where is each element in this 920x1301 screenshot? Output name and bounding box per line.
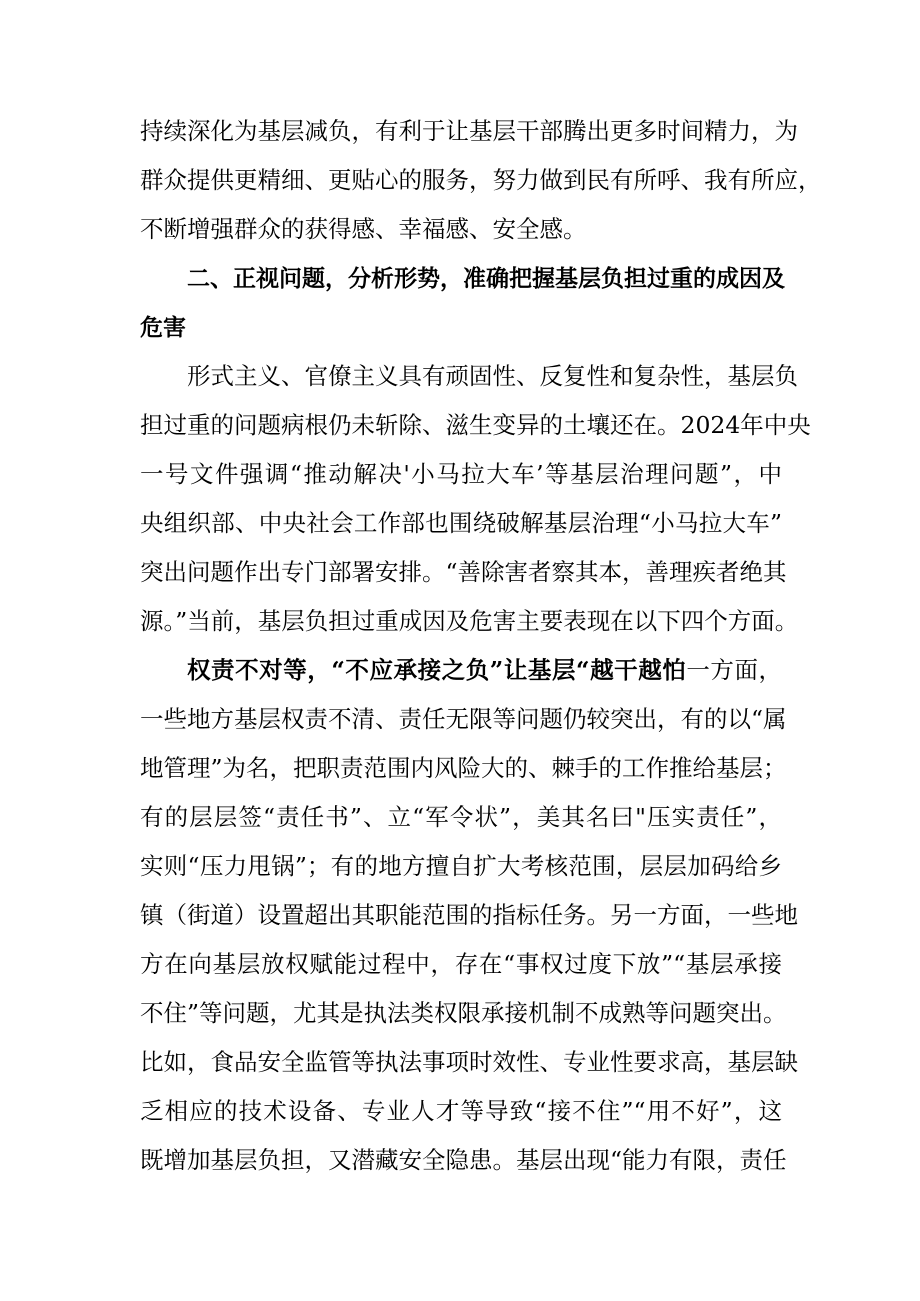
paragraph-1-line-1: 持续深化为基层减负，有利于让基层干部腾出更多时间精力，为 xyxy=(140,117,798,145)
section-heading-text-2: 危害 xyxy=(140,315,186,341)
paragraph-3-line-2: 一些地方基层权责不清、责任无限等问题仍较突出，有的以“属 xyxy=(140,705,787,733)
paragraph-2-line-2: 担过重的问题病根仍未斩除、滋生变异的土壤还在。2024年中央 xyxy=(140,411,811,439)
paragraph-3-line-9: 比如，食品安全监管等执法事项时效性、专业性要求高，基层缺 xyxy=(140,1048,798,1076)
paragraph-2-line-4: 央组织部、中央社会工作部也围绕破解基层治理“小马拉大车” xyxy=(140,509,782,537)
paragraph-3-line-4: 有的层层签“责任书”、立“军令状”，美其名曰"压实责任”， xyxy=(140,803,782,831)
paragraph-2-line-5: 突出问题作出专门部署安排。“善除害者察其本，善理疾者绝其 xyxy=(140,558,787,586)
section-heading-line-2 xyxy=(140,306,782,348)
paragraph-2-line-3: 一号文件强调“推动解决'小马拉大车’等基层治理问题”，中 xyxy=(140,460,782,488)
paragraph-1-line-3: 不断增强群众的获得感、幸福感、安全感。 xyxy=(140,215,587,243)
paragraph-2-line-1: 形式主义、官僚主义具有顽固性、反复性和复杂性，基层负 xyxy=(187,362,798,390)
paragraph-3-line-6: 镇（街道）设置超出其职能范围的指标任务。另一方面，一些地 xyxy=(140,901,798,929)
paragraph-3-lead-rest: 一方面， xyxy=(686,656,783,684)
section-heading-text: 二、正视问题，分析形势，准确把握基层负担过重的成因及 xyxy=(187,266,785,292)
paragraph-3-line-8: 不住”等问题，尤其是执法类权限承接机制不成熟等问题突出。 xyxy=(140,999,787,1027)
section-heading-line-1 xyxy=(187,257,785,299)
paragraph-3-line-3: 地管理”为名，把职责范围内风险大的、棘手的工作推给基层； xyxy=(140,754,787,782)
paragraph-3-bold-lead: 权责不对等，“不应承接之负”让基层“越干越怕 xyxy=(187,656,687,684)
paragraph-1-line-2: 群众提供更精细、更贴心的服务，努力做到民有所呼、我有所应， xyxy=(140,166,822,194)
paragraph-3-line-7: 方在向基层放权赋能过程中，存在“事权过度下放”“基层承接 xyxy=(140,950,782,978)
paragraph-2-line-6: 源。”当前，基层负担过重成因及危害主要表现在以下四个方面。 xyxy=(140,607,799,635)
paragraph-3-line-11: 既增加基层负担，又潜藏安全隐患。基层出现“能力有限，责任 xyxy=(140,1146,787,1174)
paragraph-3-line-5: 实则“压力甩锅”；有的地方擅自扩大考核范围，层层加码给乡 xyxy=(140,852,782,880)
paragraph-3-line-10: 乏相应的技术设备、专业人才等导致“接不住”“用不好”，这 xyxy=(140,1097,782,1125)
paragraph-3-line-1 xyxy=(187,649,782,691)
